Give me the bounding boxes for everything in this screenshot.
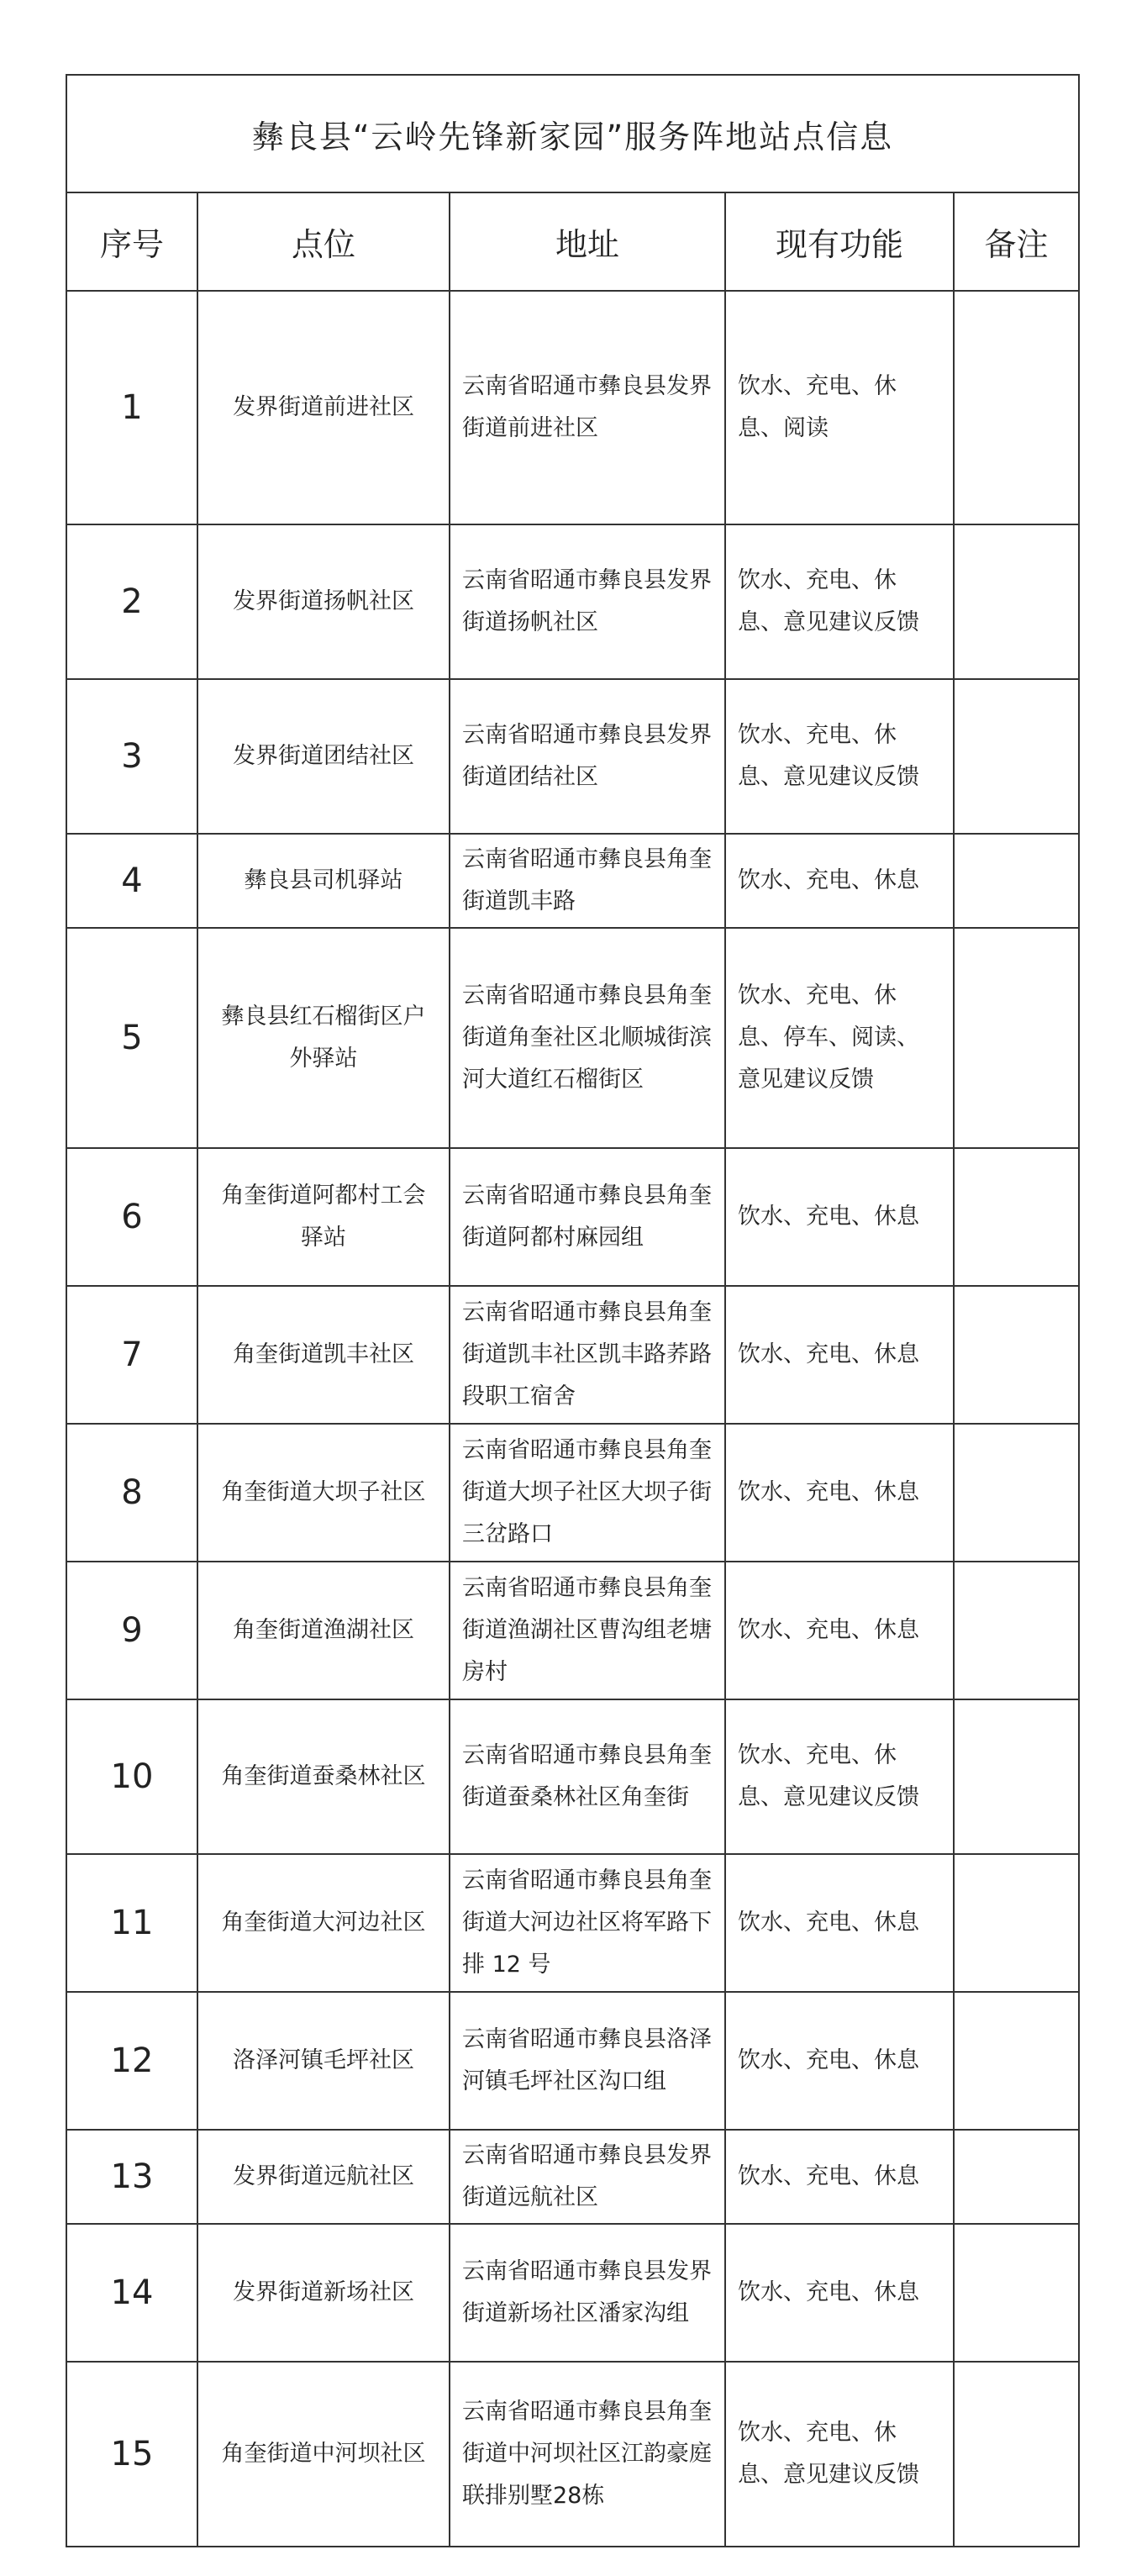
- table-row: [67, 1562, 1078, 1699]
- row-functions: 饮水、充电、休息、阅读: [725, 291, 954, 524]
- table-row: [67, 2224, 1078, 2362]
- row-remarks: [954, 2224, 1078, 2362]
- row-index: 7: [67, 1286, 197, 1424]
- row-functions: 饮水、充电、休息: [725, 1562, 954, 1699]
- row-index: 9: [67, 1562, 197, 1699]
- table-row: [67, 679, 1078, 834]
- row-remarks: [954, 291, 1078, 524]
- row-remarks: [954, 1992, 1078, 2130]
- row-index: 6: [67, 1148, 197, 1286]
- row-location: 彝良县红石榴街区户外驿站: [197, 928, 450, 1148]
- row-index: 3: [67, 679, 197, 834]
- row-functions: 饮水、充电、休息: [725, 1854, 954, 1992]
- table-row: [67, 2130, 1078, 2224]
- row-index: 4: [67, 834, 197, 928]
- row-location: 发界街道团结社区: [197, 679, 450, 834]
- row-address: 云南省昭通市彝良县发界街道新场社区潘家沟组: [450, 2224, 725, 2362]
- row-address: 云南省昭通市彝良县发界街道扬帆社区: [450, 524, 725, 679]
- table-row: [67, 2362, 1078, 2547]
- row-remarks: [954, 524, 1078, 679]
- table-row: [67, 1699, 1078, 1854]
- row-location: 角奎街道大河边社区: [197, 1854, 450, 1992]
- row-functions: 饮水、充电、休息: [725, 834, 954, 928]
- row-address: 云南省昭通市彝良县发界街道团结社区: [450, 679, 725, 834]
- row-index: 2: [67, 524, 197, 679]
- row-address: 云南省昭通市彝良县角奎街道大坝子社区大坝子街三岔路口: [450, 1424, 725, 1562]
- row-functions: 饮水、充电、休息、意见建议反馈: [725, 1699, 954, 1854]
- row-location: 洛泽河镇毛坪社区: [197, 1992, 450, 2130]
- row-address: 云南省昭通市彝良县角奎街道阿都村麻园组: [450, 1148, 725, 1286]
- row-remarks: [954, 1148, 1078, 1286]
- table-title: 彝良县“云岭先锋新家园”服务阵地站点信息: [67, 76, 1078, 193]
- row-remarks: [954, 1424, 1078, 1562]
- row-location: 角奎街道蚕桑林社区: [197, 1699, 450, 1854]
- row-functions: 饮水、充电、休息: [725, 1424, 954, 1562]
- row-location: 角奎街道凯丰社区: [197, 1286, 450, 1424]
- header-functions: 现有功能: [725, 193, 954, 291]
- row-remarks: [954, 1286, 1078, 1424]
- row-location: 发界街道远航社区: [197, 2130, 450, 2224]
- row-remarks: [954, 2130, 1078, 2224]
- station-info-table-sheet: [66, 74, 1080, 2547]
- row-functions: 饮水、充电、休息: [725, 2224, 954, 2362]
- row-address: 云南省昭通市彝良县发界街道前进社区: [450, 291, 725, 524]
- row-functions: 饮水、充电、休息、意见建议反馈: [725, 2362, 954, 2547]
- header-location: 点位: [197, 193, 450, 291]
- row-location: 角奎街道中河坝社区: [197, 2362, 450, 2547]
- row-index: 14: [67, 2224, 197, 2362]
- header-index: 序号: [67, 193, 197, 291]
- row-location: 发界街道前进社区: [197, 291, 450, 524]
- table-row: [67, 1148, 1078, 1286]
- table-row: [67, 291, 1078, 524]
- row-functions: 饮水、充电、休息: [725, 2130, 954, 2224]
- table-row: [67, 1854, 1078, 1992]
- table-row: [67, 524, 1078, 679]
- row-address: 云南省昭通市彝良县角奎街道蚕桑林社区角奎街: [450, 1699, 725, 1854]
- row-location: 角奎街道渔湖社区: [197, 1562, 450, 1699]
- row-address: 云南省昭通市彝良县发界街道远航社区: [450, 2130, 725, 2224]
- row-functions: 饮水、充电、休息、意见建议反馈: [725, 679, 954, 834]
- table-row: [67, 834, 1078, 928]
- table-row: [67, 928, 1078, 1148]
- row-address: 云南省昭通市彝良县角奎街道中河坝社区江韵豪庭联排别墅28栋: [450, 2362, 725, 2547]
- row-index: 15: [67, 2362, 197, 2547]
- row-address: 云南省昭通市彝良县角奎街道角奎社区北顺城街滨河大道红石榴街区: [450, 928, 725, 1148]
- table-row: [67, 1424, 1078, 1562]
- row-functions: 饮水、充电、休息: [725, 1286, 954, 1424]
- row-index: 1: [67, 291, 197, 524]
- row-functions: 饮水、充电、休息: [725, 1992, 954, 2130]
- row-functions: 饮水、充电、休息、停车、阅读、意见建议反馈: [725, 928, 954, 1148]
- row-location: 角奎街道阿都村工会驿站: [197, 1148, 450, 1286]
- row-index: 10: [67, 1699, 197, 1854]
- row-remarks: [954, 1699, 1078, 1854]
- row-index: 11: [67, 1854, 197, 1992]
- station-table: [67, 193, 1078, 2547]
- row-index: 12: [67, 1992, 197, 2130]
- row-functions: 饮水、充电、休息: [725, 1148, 954, 1286]
- row-remarks: [954, 1854, 1078, 1992]
- header-remarks: 备注: [954, 193, 1078, 291]
- row-location: 彝良县司机驿站: [197, 834, 450, 928]
- row-address: 云南省昭通市彝良县角奎街道渔湖社区曹沟组老塘房村: [450, 1562, 725, 1699]
- header-address: 地址: [450, 193, 725, 291]
- row-index: 13: [67, 2130, 197, 2224]
- table-row: [67, 1286, 1078, 1424]
- row-address: 云南省昭通市彝良县角奎街道大河边社区将军路下排 12 号: [450, 1854, 725, 1992]
- row-location: 角奎街道大坝子社区: [197, 1424, 450, 1562]
- row-address: 云南省昭通市彝良县角奎街道凯丰社区凯丰路荞路段职工宿舍: [450, 1286, 725, 1424]
- row-remarks: [954, 834, 1078, 928]
- row-remarks: [954, 928, 1078, 1148]
- row-address: 云南省昭通市彝良县角奎街道凯丰路: [450, 834, 725, 928]
- row-functions: 饮水、充电、休息、意见建议反馈: [725, 524, 954, 679]
- header-row: [67, 193, 1078, 291]
- row-address: 云南省昭通市彝良县洛泽河镇毛坪社区沟口组: [450, 1992, 725, 2130]
- row-remarks: [954, 679, 1078, 834]
- row-location: 发界街道新场社区: [197, 2224, 450, 2362]
- table-row: [67, 1992, 1078, 2130]
- row-location: 发界街道扬帆社区: [197, 524, 450, 679]
- row-index: 8: [67, 1424, 197, 1562]
- row-index: 5: [67, 928, 197, 1148]
- row-remarks: [954, 1562, 1078, 1699]
- row-remarks: [954, 2362, 1078, 2547]
